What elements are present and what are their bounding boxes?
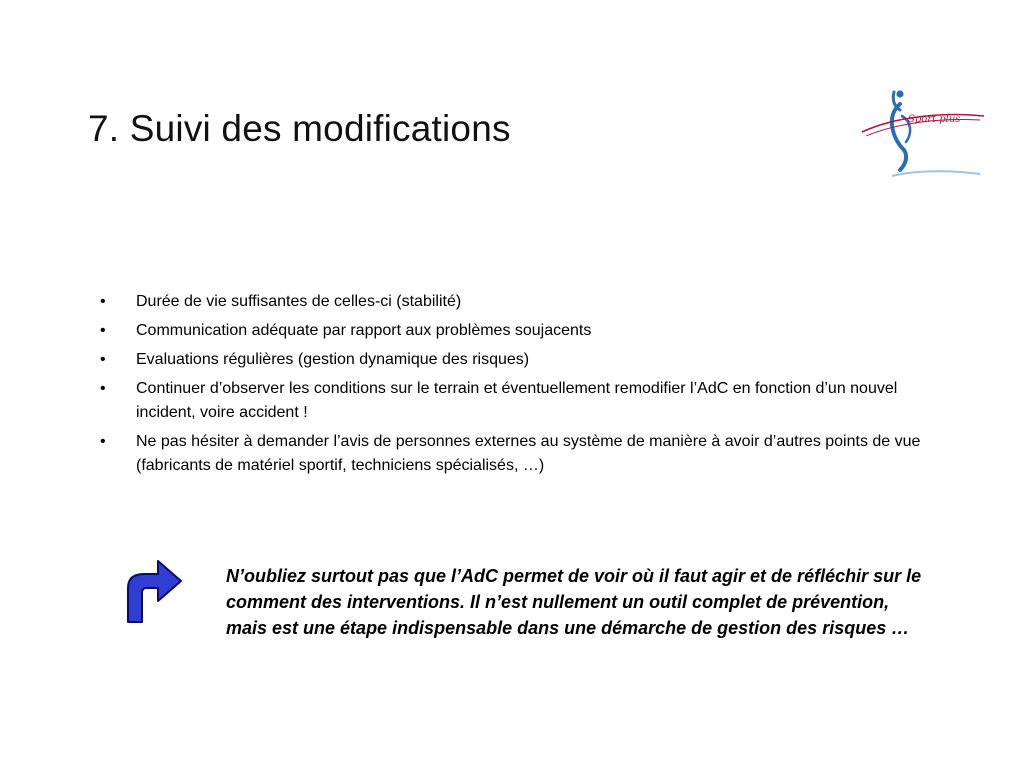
bullet-text: Evaluations régulières (gestion dynamique des risques) — [136, 351, 530, 368]
list-item — [94, 319, 924, 343]
bullet-text: Ne pas hésiter à demander l’avis de personnes externes au système de manière à avoir d’autres points de vue (fabricants de matériel sportif, techniciens spécialisés, …) — [136, 433, 921, 474]
slide-title: 7. Suivi des modifications — [88, 108, 511, 149]
list-item — [94, 377, 924, 425]
bullet-point: • — [100, 433, 106, 450]
bullet-text: Durée de vie suffisantes de celles-ci (stabilité) — [136, 293, 462, 310]
sportplus-logo-icon — [856, 86, 990, 182]
logo-text: Sport plus — [908, 114, 961, 125]
list-item — [94, 348, 924, 372]
bullet-list — [94, 290, 924, 483]
bullet-point: • — [100, 293, 106, 310]
turn-right-arrow-icon — [124, 558, 184, 626]
bullet-point: • — [100, 351, 106, 368]
list-item — [94, 290, 924, 314]
note-text: N’oubliez surtout pas que l’AdC permet de voir où il faut agir et de réfléchir sur le comment des interventions. Il n’est nullement un outil complet de prévention, mais est une étape indispensable dans une démarche de gestion des risques … — [226, 566, 922, 638]
bullet-point: • — [100, 322, 106, 339]
sportplus-logo — [856, 86, 990, 182]
bullet-text: Communication adéquate par rapport aux problèmes soujacents — [136, 322, 592, 339]
bullet-point: • — [100, 380, 106, 397]
list-item — [94, 430, 924, 478]
bullet-text: Continuer d’observer les conditions sur le terrain et éventuellement remodifier l’AdC en fonction d’un nouvel incident, voire accident ! — [136, 380, 898, 421]
